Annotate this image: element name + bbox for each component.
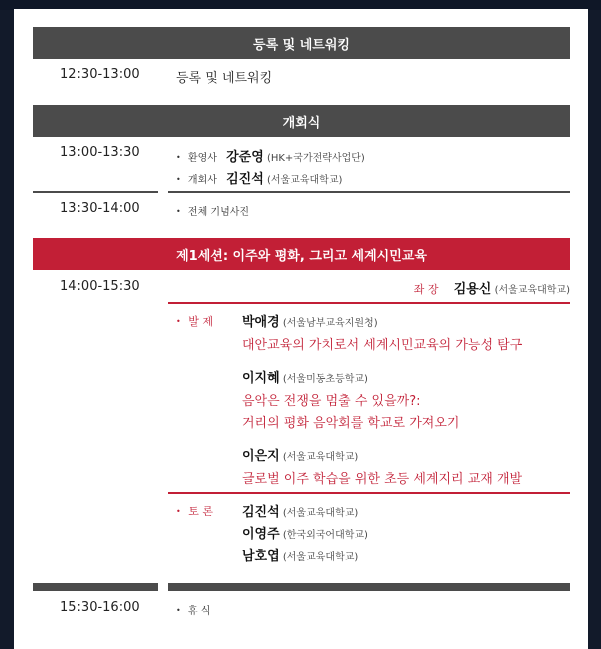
presentation-title-2-line-2: 거리의 평화 음악회를 학교로 가져오기 (242, 416, 460, 431)
divider-red-mid (168, 492, 570, 494)
section-header-opening (33, 105, 570, 137)
speaker-name: 박애경 (242, 315, 280, 330)
session-chair (414, 278, 570, 297)
role-label: 개회사 (187, 175, 217, 186)
bullet-icon: • (176, 317, 181, 326)
speaker-name: 김진석 (226, 172, 264, 187)
time-break: 15:30-16:00 (60, 600, 140, 615)
section-header-session1 (33, 238, 570, 270)
speaker-affiliation: (HK+국가전략사업단) (266, 153, 365, 164)
speaker-affiliation: (서울교육대학교) (282, 452, 359, 463)
presenter-2 (242, 367, 368, 386)
bullet-icon: • (176, 606, 181, 615)
discussant-1 (242, 501, 358, 520)
divider-right (168, 191, 570, 193)
time-session1: 14:00-15:30 (60, 279, 140, 294)
section-title: 등록 및 네트워킹 (253, 37, 350, 53)
section-title: 제1세션: 이주와 평화, 그리고 세계시민교육 (176, 248, 427, 264)
group-photo (176, 203, 249, 218)
speaker-affiliation: (서울남부교육지원청) (282, 318, 378, 329)
role-label: 환영사 (187, 153, 217, 164)
speaker-name: 남호엽 (242, 549, 280, 564)
speaker-affiliation: (서울교육대학교) (494, 285, 570, 296)
program-schedule (14, 9, 588, 649)
bullet-icon: • (176, 153, 181, 162)
divider-left (33, 191, 158, 193)
presentation-title-2-line-1: 음악은 전쟁을 멈출 수 있을까?: (242, 394, 421, 409)
bullet-icon: • (176, 207, 181, 216)
registration-content: 등록 및 네트워킹 (176, 71, 273, 86)
discussant-2 (242, 523, 368, 542)
item-label: 휴 식 (187, 606, 211, 617)
speaker-name: 강준영 (226, 150, 264, 165)
presenter-3 (242, 445, 358, 464)
discussant-3 (242, 545, 358, 564)
speaker-name: 이은지 (242, 449, 280, 464)
discussion-label (176, 503, 213, 519)
speaker-affiliation: (한국외국어대학교) (282, 530, 368, 541)
opening-welcome (176, 146, 365, 165)
speaker-affiliation: (서울미동초등학교) (282, 374, 368, 385)
break-bar-right (168, 583, 570, 591)
opening-address (176, 168, 342, 187)
section-header-registration (33, 27, 570, 59)
item-label: 전체 기념사진 (187, 207, 250, 218)
speaker-name: 이영주 (242, 527, 280, 542)
label-text: 토 론 (188, 505, 213, 518)
speaker-affiliation: (서울교육대학교) (282, 508, 359, 519)
break-bar-left (33, 583, 158, 591)
presentations-label (176, 313, 213, 329)
time-registration: 12:30-13:00 (60, 67, 140, 82)
speaker-name: 김용신 (453, 282, 492, 297)
presentation-title-1: 대안교육의 가치로서 세계시민교육의 가능성 탐구 (242, 338, 523, 353)
break-item (176, 602, 210, 617)
section-title: 개회식 (282, 115, 321, 131)
divider-red-top (168, 302, 570, 304)
bullet-icon: • (176, 175, 181, 184)
role-label: 좌 장 (413, 283, 439, 296)
presentation-title-3: 글로벌 이주 학습을 위한 초등 세계지리 교재 개발 (242, 472, 523, 487)
speaker-affiliation: (서울교육대학교) (266, 175, 343, 186)
label-text: 발 제 (188, 315, 213, 328)
speaker-name: 이지혜 (242, 371, 280, 386)
speaker-affiliation: (서울교육대학교) (282, 552, 359, 563)
speaker-name: 김진석 (242, 505, 280, 520)
bullet-icon: • (176, 507, 181, 516)
time-opening-2: 13:30-14:00 (60, 201, 140, 216)
time-opening-1: 13:00-13:30 (60, 145, 140, 160)
presenter-1 (242, 311, 378, 330)
